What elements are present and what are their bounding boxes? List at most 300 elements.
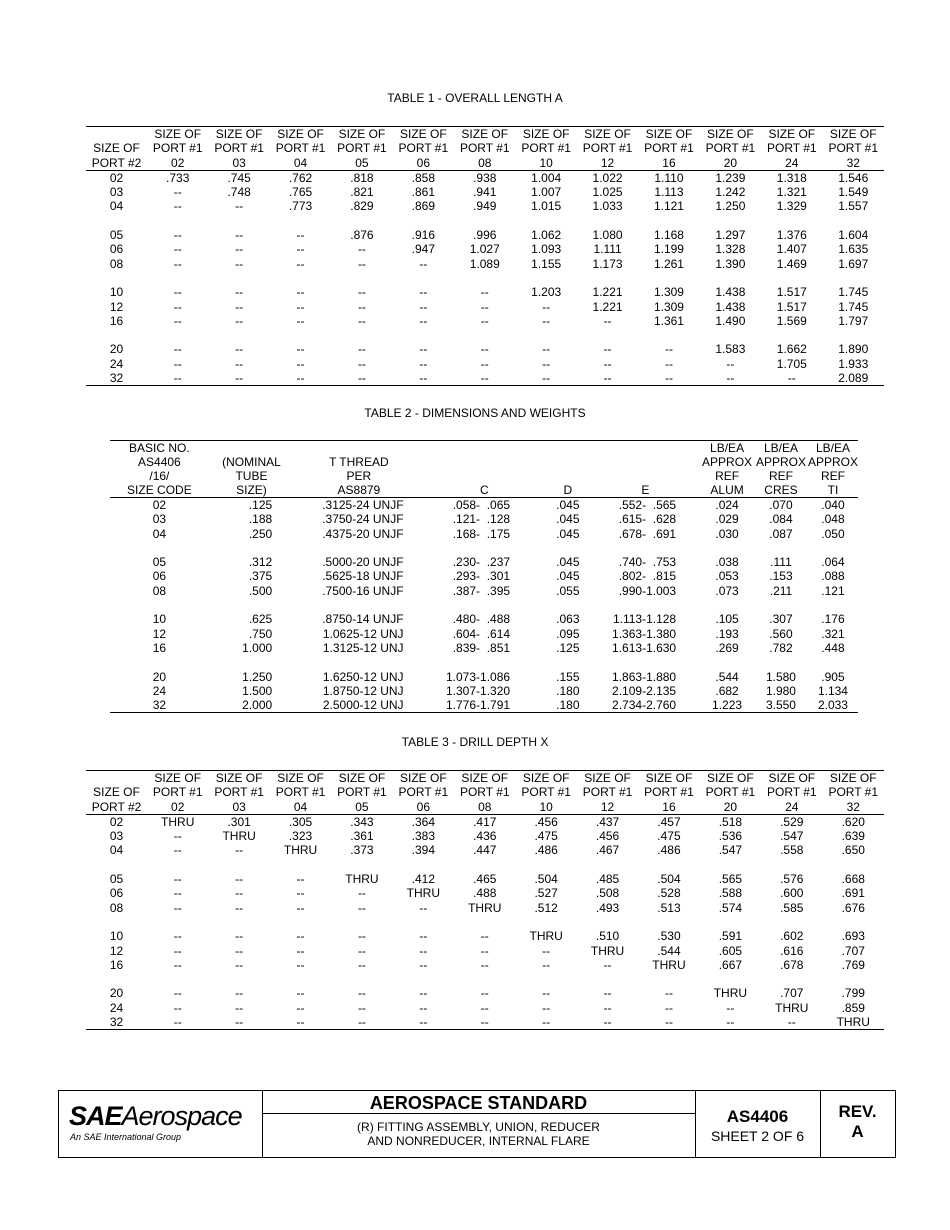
header-port1-label: PORT #1 bbox=[705, 785, 756, 800]
table-cell: -- bbox=[419, 929, 428, 944]
table-cell: -- bbox=[357, 342, 366, 357]
header-port1-size: 24 bbox=[761, 156, 822, 171]
table-cell: .500 bbox=[248, 583, 273, 598]
table-cell: -- bbox=[603, 356, 612, 371]
table-cell: .750 bbox=[248, 626, 273, 641]
table-row bbox=[86, 300, 884, 314]
table-cell: .639 bbox=[841, 829, 865, 844]
table-cell: .448 bbox=[821, 640, 845, 655]
table-cell: .707 bbox=[841, 943, 865, 958]
header-port1-label: SIZE OF bbox=[331, 771, 392, 786]
table-cell: .180 bbox=[556, 683, 580, 698]
table-cell: .530 bbox=[657, 929, 681, 944]
table2-header: C bbox=[424, 483, 546, 498]
header-port1-size: 16 bbox=[638, 156, 699, 171]
header-port1-size: 20 bbox=[700, 156, 761, 171]
table-cell: .947 bbox=[411, 242, 436, 257]
header-port1-size: 04 bbox=[270, 156, 331, 171]
table-cell: 1.363-1.380 bbox=[612, 626, 677, 641]
table-row bbox=[86, 814, 884, 829]
table-cell: 1.407 bbox=[776, 242, 807, 257]
table-cell: -- bbox=[296, 256, 305, 271]
header-port1-label: PORT #1 bbox=[766, 785, 817, 800]
table-cell: .799 bbox=[841, 986, 865, 1001]
table-cell: .769 bbox=[841, 957, 865, 972]
header-port1-size: 06 bbox=[393, 156, 454, 171]
table-cell: .605 bbox=[718, 943, 743, 958]
table2-header: /16/ bbox=[149, 469, 170, 483]
size-code-cell: 32 bbox=[110, 698, 209, 713]
row-spacer bbox=[110, 541, 858, 555]
table-cell: 2.000 bbox=[209, 698, 294, 713]
table2-header: LB/EA bbox=[700, 441, 754, 456]
table-cell: -- bbox=[173, 986, 182, 1001]
table1-title: TABLE 1 - OVERALL LENGTH A bbox=[387, 91, 563, 105]
table-cell: .125 bbox=[248, 498, 273, 512]
table-cell: .508 bbox=[595, 886, 620, 901]
table-cell: .745 bbox=[227, 170, 251, 185]
table2-header: SIZE CODE bbox=[110, 483, 209, 498]
table-cell: .321 bbox=[821, 626, 845, 641]
description-line-1: (R) FITTING ASSEMBLY, UNION, REDUCER bbox=[357, 1120, 600, 1134]
header-port1-label: SIZE OF bbox=[454, 127, 515, 142]
table-cell: 1.199 bbox=[653, 242, 684, 257]
header-port1-size: 08 bbox=[454, 800, 515, 815]
table-cell: 1.111 bbox=[593, 242, 622, 257]
table-cell: -- bbox=[454, 371, 515, 386]
header-port1-label: SIZE OF bbox=[700, 127, 761, 142]
table-cell: 1.004 bbox=[531, 170, 562, 185]
table-cell: -- bbox=[235, 957, 244, 972]
header-port1-label: PORT #1 bbox=[644, 785, 694, 800]
table-cell: .802- .815 bbox=[618, 569, 677, 584]
table-cell: -- bbox=[603, 342, 612, 357]
port2-size-cell: 02 bbox=[109, 814, 124, 829]
table-row bbox=[110, 670, 858, 684]
size-code-cell: 02 bbox=[152, 498, 167, 512]
table-cell: .625 bbox=[248, 612, 273, 627]
header-port1-size: 03 bbox=[208, 156, 269, 171]
table-cell: -- bbox=[235, 929, 244, 944]
header-port1-label: PORT #1 bbox=[152, 785, 203, 800]
table-cell: .990-1.003 bbox=[618, 583, 677, 598]
table-cell: -- bbox=[542, 356, 551, 371]
table-cell: -- bbox=[235, 356, 244, 371]
header-port1-size: 02 bbox=[147, 156, 208, 171]
table-cell: 1.328 bbox=[715, 242, 746, 257]
table-cell: .620 bbox=[841, 814, 865, 829]
header-port1-label: SIZE OF bbox=[822, 127, 884, 142]
table-row bbox=[86, 342, 884, 356]
table-cell: -- bbox=[173, 957, 182, 972]
header-port1-size: 03 bbox=[208, 800, 269, 815]
port2-size-cell: 05 bbox=[109, 872, 124, 887]
table-cell: -- bbox=[480, 957, 489, 972]
table-cell: .693 bbox=[841, 929, 865, 944]
table-cell: .938 bbox=[473, 170, 497, 185]
table-cell: 1.250 bbox=[715, 199, 746, 214]
sheet-number: SHEET 2 OF 6 bbox=[710, 1128, 805, 1144]
table-cell: -- bbox=[173, 313, 182, 328]
drill-depth-table bbox=[86, 770, 884, 1030]
table-cell: 1.469 bbox=[776, 256, 807, 271]
table-cell: .588 bbox=[718, 886, 743, 901]
table-cell: -- bbox=[296, 900, 305, 915]
header-port2-label: PORT #2 bbox=[86, 156, 147, 171]
table2-header bbox=[424, 441, 546, 456]
table-cell: .527 bbox=[534, 886, 558, 901]
table-cell: .480- .488 bbox=[452, 612, 511, 627]
table-cell: .576 bbox=[780, 872, 804, 887]
table-cell: 1.569 bbox=[776, 313, 807, 328]
logo-subtitle: An SAE International Group bbox=[70, 1132, 182, 1142]
port2-size-cell: 03 bbox=[109, 185, 124, 200]
port2-size-cell: 05 bbox=[109, 228, 124, 243]
table-cell: 1.239 bbox=[715, 170, 746, 185]
table-cell: THRU bbox=[283, 843, 318, 858]
table2-header: CRES bbox=[754, 483, 808, 498]
header-port1-label: SIZE OF bbox=[208, 127, 269, 142]
table-cell: 1.221 bbox=[592, 299, 623, 314]
table-cell: .230- .237 bbox=[452, 555, 511, 570]
table-cell: 1.318 bbox=[776, 170, 807, 185]
port2-size-cell: 03 bbox=[109, 829, 124, 844]
port2-size-cell: 04 bbox=[109, 199, 124, 214]
table-row bbox=[86, 314, 884, 328]
header-port1-label: SIZE OF bbox=[270, 771, 331, 786]
table-cell: .048 bbox=[821, 512, 845, 527]
table-cell: 3.550 bbox=[754, 698, 808, 713]
table-cell: .387- .395 bbox=[452, 583, 511, 598]
table-cell: -- bbox=[270, 371, 331, 386]
table-cell: -- bbox=[296, 299, 305, 314]
table-cell: THRU bbox=[406, 886, 440, 901]
table-cell: .121- .128 bbox=[452, 512, 511, 527]
table2-header: REF bbox=[820, 469, 845, 483]
table-cell: -- bbox=[357, 929, 366, 944]
port2-size-cell: 06 bbox=[109, 242, 124, 257]
table-cell: .565 bbox=[718, 872, 743, 887]
table-cell: -- bbox=[357, 299, 366, 314]
table-cell: .650 bbox=[841, 843, 865, 858]
size-code-cell: 06 bbox=[152, 569, 167, 584]
table-cell: 1.890 bbox=[838, 342, 869, 357]
table-cell: .859 bbox=[841, 1000, 865, 1015]
size-code-cell: 03 bbox=[152, 512, 167, 527]
table-cell: -- bbox=[603, 1000, 612, 1015]
header-port1-label: SIZE OF bbox=[393, 127, 454, 142]
table-cell: .436 bbox=[473, 829, 497, 844]
table-cell: 1.261 bbox=[653, 256, 684, 271]
table-cell: .193 bbox=[715, 626, 739, 641]
table-cell: -- bbox=[542, 299, 551, 314]
table-cell: -- bbox=[577, 1015, 638, 1030]
table-cell: .486 bbox=[534, 843, 558, 858]
table-cell: .949 bbox=[473, 199, 497, 214]
table-cell: .029 bbox=[715, 512, 739, 527]
table2-header: AS8879 bbox=[294, 483, 423, 498]
table-cell: -- bbox=[419, 943, 428, 958]
table-cell: 1.113-1.128 bbox=[612, 612, 677, 627]
revision-label: REV. bbox=[838, 1102, 877, 1121]
table2-header bbox=[591, 469, 701, 483]
table-cell: .045 bbox=[556, 512, 580, 527]
table2-header bbox=[424, 455, 546, 469]
table2-title: TABLE 2 - DIMENSIONS AND WEIGHTS bbox=[364, 406, 586, 420]
table-cell: THRU bbox=[468, 900, 502, 915]
table-cell: -- bbox=[480, 356, 489, 371]
port2-size-cell: 08 bbox=[109, 256, 124, 271]
table2-header bbox=[591, 441, 701, 456]
table-cell: -- bbox=[173, 1000, 182, 1015]
table-row bbox=[86, 185, 884, 199]
table-cell: 1.025 bbox=[592, 185, 623, 200]
port2-size-cell: 24 bbox=[109, 356, 124, 371]
table-cell: .748 bbox=[227, 185, 251, 200]
table-row bbox=[110, 555, 858, 569]
table-cell: .773 bbox=[288, 199, 313, 214]
table-cell: -- bbox=[419, 1000, 428, 1015]
table-cell: -- bbox=[296, 285, 305, 300]
table-cell: .762 bbox=[288, 170, 313, 185]
header-port1-label: PORT #1 bbox=[766, 141, 817, 156]
table-cell: .485 bbox=[595, 872, 620, 887]
table-cell: .602 bbox=[780, 929, 804, 944]
table-cell: .125 bbox=[556, 640, 580, 655]
table-cell: .073 bbox=[715, 583, 739, 598]
table-cell: 1.321 bbox=[776, 185, 807, 200]
table-cell: 1.297 bbox=[715, 228, 746, 243]
table-cell: -- bbox=[235, 228, 244, 243]
table-cell: -- bbox=[235, 342, 244, 357]
table-cell: .616 bbox=[780, 943, 804, 958]
description-line-2: AND NONREDUCER, INTERNAL FLARE bbox=[367, 1134, 590, 1148]
dimensions-weights-table bbox=[110, 440, 858, 713]
header-port1-label: PORT #1 bbox=[644, 141, 694, 156]
size-code-cell: 08 bbox=[152, 583, 167, 598]
table2-header: TUBE bbox=[235, 469, 268, 483]
port2-size-cell: 10 bbox=[109, 929, 124, 944]
header-port1-label: SIZE OF bbox=[147, 127, 208, 142]
header-port1-label: PORT #1 bbox=[459, 141, 510, 156]
header-port1-label: SIZE OF bbox=[270, 127, 331, 142]
table-row bbox=[110, 512, 858, 526]
table-cell: .176 bbox=[821, 612, 845, 627]
row-spacer bbox=[86, 972, 884, 986]
table-cell: .7500-16 UNJF bbox=[322, 583, 404, 598]
table2-header bbox=[591, 455, 701, 469]
table-cell: .676 bbox=[841, 900, 865, 915]
header-port1-size: 06 bbox=[393, 800, 454, 815]
table-cell: 1.933 bbox=[838, 356, 869, 371]
row-spacer bbox=[86, 271, 884, 285]
table-cell: .996 bbox=[473, 228, 497, 243]
header-port1-size: 10 bbox=[515, 800, 576, 815]
table-cell: .558 bbox=[780, 843, 804, 858]
port2-size-cell: 20 bbox=[109, 342, 124, 357]
table-cell: -- bbox=[173, 285, 182, 300]
table-cell: 1.390 bbox=[715, 256, 746, 271]
table-cell: .733 bbox=[166, 170, 190, 185]
table-cell: 1.0625-12 UNJ bbox=[322, 626, 404, 641]
table-row bbox=[86, 843, 884, 857]
table2-header: BASIC NO. bbox=[110, 441, 209, 456]
table-cell: .269 bbox=[715, 640, 739, 655]
port2-size-cell: 32 bbox=[86, 371, 147, 386]
title-block bbox=[58, 1090, 896, 1158]
header-port1-label: SIZE OF bbox=[331, 127, 392, 142]
table-row bbox=[110, 627, 858, 641]
table-cell: 1.168 bbox=[653, 228, 684, 243]
port2-size-cell: 10 bbox=[109, 285, 124, 300]
table-cell: -- bbox=[603, 957, 612, 972]
table-cell: .941 bbox=[473, 185, 497, 200]
port2-size-cell: 04 bbox=[109, 843, 124, 858]
table-cell: -- bbox=[235, 886, 244, 901]
table-cell: 1.080 bbox=[592, 228, 623, 243]
header-port1-size: 02 bbox=[147, 800, 208, 815]
header-port1-size: 08 bbox=[454, 156, 515, 171]
table-cell: 1.557 bbox=[838, 199, 869, 214]
table-cell: -- bbox=[235, 285, 244, 300]
table-row bbox=[86, 1001, 884, 1015]
table-cell: -- bbox=[357, 313, 366, 328]
table-cell: .361 bbox=[350, 829, 374, 844]
table-cell: .373 bbox=[350, 843, 374, 858]
size-code-cell: 24 bbox=[152, 683, 167, 698]
table-cell: -- bbox=[700, 1015, 761, 1030]
table-cell: 1.705 bbox=[776, 356, 807, 371]
table-cell: 1.309 bbox=[653, 285, 684, 300]
table-cell: -- bbox=[577, 371, 638, 386]
table-cell: 1.635 bbox=[838, 242, 869, 257]
row-spacer bbox=[110, 598, 858, 612]
table2-header bbox=[545, 469, 591, 483]
size-code-cell: 20 bbox=[152, 669, 167, 684]
table2-header: APPROX bbox=[702, 455, 753, 469]
logo-sae-text: SAE bbox=[69, 1101, 122, 1131]
table-cell: .528 bbox=[657, 886, 681, 901]
header-port1-label: PORT #1 bbox=[337, 141, 387, 156]
table-cell: .682 bbox=[715, 683, 739, 698]
table-cell: .293- .301 bbox=[452, 569, 511, 584]
table-cell: 1.307-1.320 bbox=[446, 683, 511, 698]
table-cell: -- bbox=[480, 929, 489, 944]
table-cell: 1.697 bbox=[838, 256, 869, 271]
table-cell: .916 bbox=[411, 228, 436, 243]
header-port1-label: SIZE OF bbox=[638, 127, 699, 142]
port2-size-cell: 24 bbox=[109, 1000, 124, 1015]
table-cell: .301 bbox=[227, 814, 251, 829]
table-cell: .3125-24 UNJF bbox=[322, 498, 404, 512]
table-cell: .512 bbox=[534, 900, 558, 915]
table-cell: .591 bbox=[718, 929, 743, 944]
table-cell: .5625-18 UNJF bbox=[322, 569, 404, 584]
table-cell: .447 bbox=[473, 843, 497, 858]
table-cell: -- bbox=[296, 957, 305, 972]
table2-header bbox=[424, 469, 546, 483]
table-cell: -- bbox=[331, 1015, 392, 1030]
table-cell: .375 bbox=[248, 569, 273, 584]
table-cell: .668 bbox=[841, 872, 865, 887]
table-cell: -- bbox=[296, 986, 305, 1001]
table-row bbox=[86, 199, 884, 213]
header-port1-size: 12 bbox=[577, 800, 638, 815]
table-cell: -- bbox=[480, 342, 489, 357]
table-cell: -- bbox=[296, 943, 305, 958]
table-cell: .121 bbox=[821, 583, 845, 598]
row-spacer bbox=[86, 858, 884, 872]
table-cell: -- bbox=[480, 943, 489, 958]
table-cell: -- bbox=[664, 986, 673, 1001]
table-cell: 1.309 bbox=[653, 299, 684, 314]
table-cell: .552- .565 bbox=[618, 498, 677, 512]
header-port1-size: 20 bbox=[700, 800, 761, 815]
port2-size-cell: 08 bbox=[109, 900, 124, 915]
table-cell: 1.580 bbox=[765, 669, 796, 684]
table-cell: -- bbox=[173, 829, 182, 844]
table-cell: 1.6250-12 UNJ bbox=[322, 669, 404, 684]
table-cell: 1.438 bbox=[715, 299, 746, 314]
table-cell: -- bbox=[173, 356, 182, 371]
size-code-cell: 05 bbox=[152, 555, 167, 570]
header-port1-label: PORT #1 bbox=[459, 785, 510, 800]
table-cell: -- bbox=[173, 943, 182, 958]
header-port1-label: SIZE OF bbox=[700, 771, 761, 786]
header-port1-size: 12 bbox=[577, 156, 638, 171]
table-cell: .180 bbox=[545, 698, 591, 713]
header-port1-label: SIZE OF bbox=[822, 771, 884, 786]
table-cell: .740- .753 bbox=[618, 555, 677, 570]
table-cell: -- bbox=[419, 313, 428, 328]
table-cell: .5000-20 UNJF bbox=[322, 555, 404, 570]
table2-header bbox=[545, 441, 591, 456]
size-code-cell: 04 bbox=[152, 526, 167, 541]
table-cell: 1.376 bbox=[776, 228, 807, 243]
table-cell: -- bbox=[173, 843, 182, 858]
table-cell: -- bbox=[235, 943, 244, 958]
header-port1-label: PORT #1 bbox=[521, 785, 571, 800]
table-cell: 2.5000-12 UNJ bbox=[294, 698, 423, 713]
table-cell: 1.155 bbox=[531, 256, 562, 271]
table2-header: AS4406 bbox=[138, 455, 181, 469]
port2-size-cell: 16 bbox=[109, 957, 124, 972]
table2-header: PER bbox=[346, 469, 372, 483]
table-cell: .211 bbox=[769, 583, 793, 598]
header-port1-label: PORT #1 bbox=[214, 785, 264, 800]
table-cell: -- bbox=[419, 957, 428, 972]
table-cell: THRU bbox=[713, 986, 748, 1001]
header-port1-label: PORT #1 bbox=[828, 141, 879, 156]
header-port2-label: SIZE OF bbox=[93, 141, 140, 156]
table-row bbox=[110, 584, 858, 598]
table-cell: THRU bbox=[345, 872, 379, 887]
table2-header: E bbox=[591, 483, 701, 498]
port2-size-cell: 16 bbox=[109, 313, 124, 328]
table-cell: .250 bbox=[248, 526, 273, 541]
table-cell: 2.089 bbox=[822, 371, 884, 386]
table-row bbox=[86, 285, 884, 299]
row-spacer bbox=[86, 214, 884, 228]
table-cell: .045 bbox=[556, 555, 580, 570]
header-port1-size: 16 bbox=[638, 800, 699, 815]
table-row bbox=[86, 170, 884, 185]
table-cell: 2.109-2.135 bbox=[612, 683, 677, 698]
table-cell: 1.242 bbox=[715, 185, 746, 200]
header-port1-size: 05 bbox=[331, 156, 392, 171]
table-row bbox=[86, 242, 884, 256]
table-cell: 1.745 bbox=[838, 285, 869, 300]
